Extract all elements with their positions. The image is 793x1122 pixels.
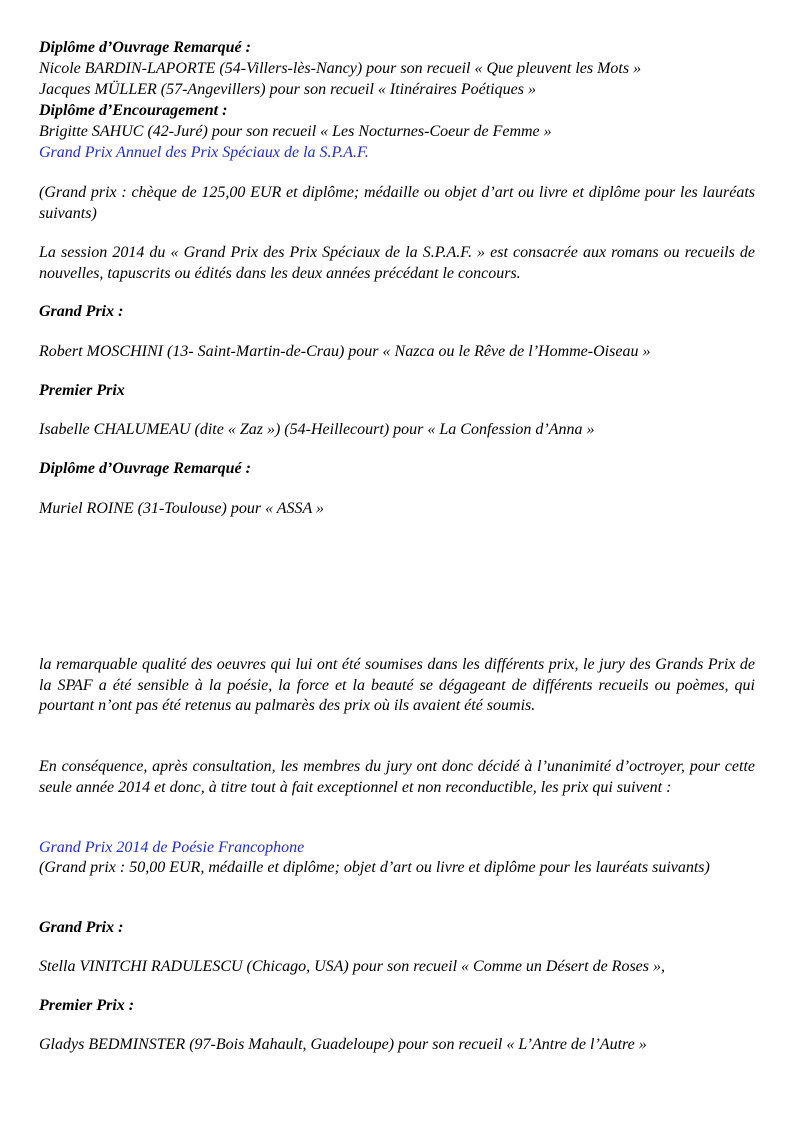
winner-vinitchi-radulescu: Stella VINITCHI RADULESCU (Chicago, USA) pour son recueil « Comme un Désert de Roses », [39,958,665,975]
heading-grand-prix: Grand Prix : [39,303,124,320]
winner-moschini: Robert MOSCHINI (13- Saint-Martin-de-Crau) pour « Nazca ou le Rêve de l’Homme-Oiseau » [39,343,651,360]
section-title-poesie-francophone: Grand Prix 2014 de Poésie Francophone [39,839,305,856]
consequence-paragraph: En conséquence, après consultation, les membres du jury ont donc décidé à l’unanimité d’octroyer, pour cette seule année 2014 et donc, à titre tout à fait exceptionnel et non reconductible, les prix qui suivent : [39,758,755,796]
heading-diplome-ouvrage-remarque-2: Diplôme d’Ouvrage Remarqué : [39,460,251,477]
laureate-muller: Jacques MÜLLER (57-Angevillers) pour son recueil « Itinéraires Poétiques » [39,81,536,98]
prize-note-50: (Grand prix : 50,00 EUR, médaille et diplôme; objet d’art ou livre et diplôme pour les lauréats suivants) [39,859,710,876]
heading-premier-prix: Premier Prix [39,382,125,399]
winner-chalumeau: Isabelle CHALUMEAU (dite « Zaz ») (54-Heillecourt) pour « La Confession d’Anna » [39,421,595,438]
session-2014-text: La session 2014 du « Grand Prix des Prix Spéciaux de la S.P.A.F. » est consacrée aux romans ou recueils de nouvelles, tapuscrits ou édités dans les deux années précédant le concours. [39,244,755,282]
section-title-grand-prix-annuel: Grand Prix Annuel des Prix Spéciaux de la S.P.A.F. [39,144,369,161]
winner-bedminster: Gladys BEDMINSTER (97-Bois Mahault, Guadeloupe) pour son recueil « L’Antre de l’Autre » [39,1036,647,1053]
heading-premier-prix-2: Premier Prix : [39,997,135,1014]
jury-intro-paragraph: la remarquable qualité des oeuvres qui lui ont été soumises dans les différents prix, le jury des Grands Prix de la SPAF a été sensible à la poésie, la force et la beauté se dégageant de différents recueils ou poèmes, qui pourtant n’ont pas été retenus au palmarès des prix où ils avaient été soumis. [39,656,755,714]
prize-note-125: (Grand prix : chèque de 125,00 EUR et diplôme; médaille ou objet d’art ou livre et diplôme pour les lauréats suivants) [39,184,755,222]
heading-grand-prix-2: Grand Prix : [39,919,124,936]
heading-diplome-ouvrage-remarque: Diplôme d’Ouvrage Remarqué : [39,39,251,56]
winner-roine: Muriel ROINE (31-Toulouse) pour « ASSA » [39,500,325,517]
heading-diplome-encouragement: Diplôme d’Encouragement : [39,102,228,119]
laureate-sahuc: Brigitte SAHUC (42-Juré) pour son recueil « Les Nocturnes-Coeur de Femme » [39,123,552,140]
laureate-bardin-laporte: Nicole BARDIN-LAPORTE (54-Villers-lès-Nancy) pour son recueil « Que pleuvent les Mots » [39,60,642,77]
